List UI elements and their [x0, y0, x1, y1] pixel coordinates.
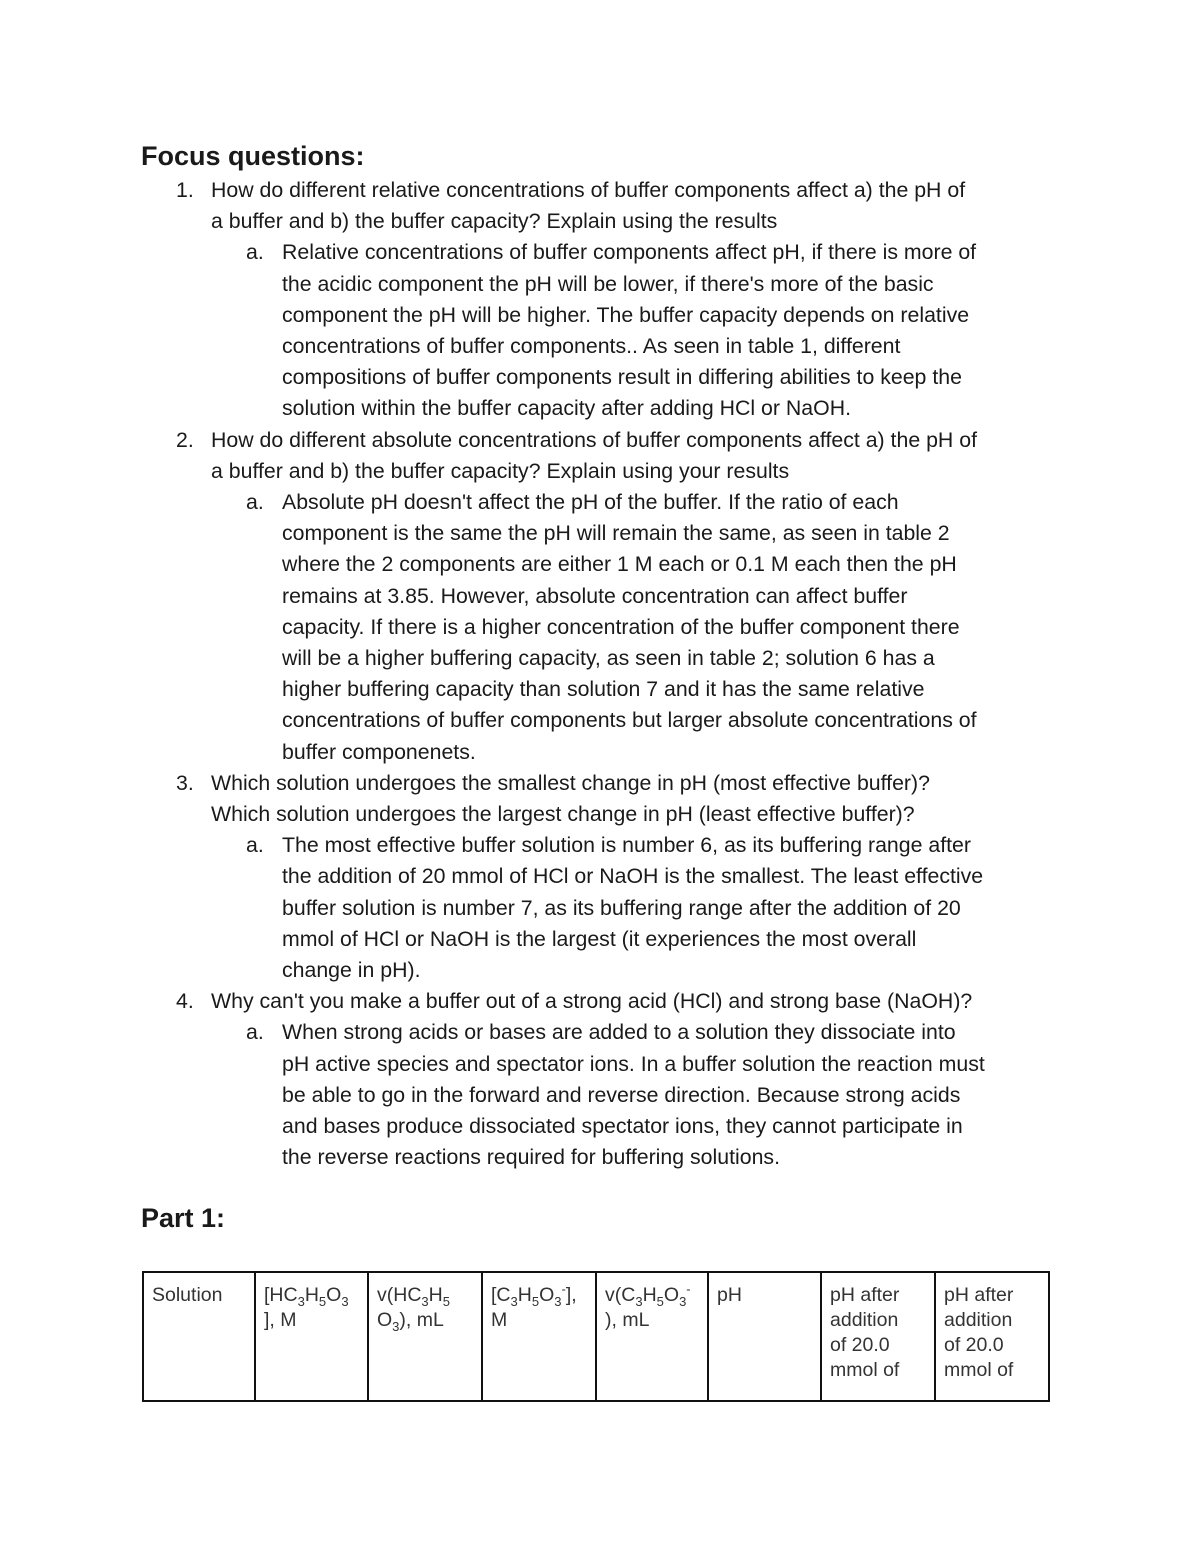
question-line: How do different relative concentrations of buffer components affect a) the pH of	[211, 178, 966, 202]
answer-line: buffer componenets.	[282, 739, 476, 764]
question-number: 4.	[176, 989, 194, 1014]
answer-line: mmol of HCl or NaOH is the largest (it experiences the most overall	[282, 926, 917, 951]
answer-line: The most effective buffer solution is number 6, as its buffering range after	[282, 833, 971, 858]
answer-line: concentrations of buffer components.. As seen in table 1, different	[282, 334, 901, 359]
table-header-row	[143, 1272, 1049, 1401]
answer-line: Relative concentrations of buffer components affect pH, if there is more of	[282, 240, 977, 265]
header-solution: Solution	[143, 1272, 255, 1401]
answer-line: higher buffering capacity than solution 7 and it has the same relative	[282, 677, 925, 702]
answer-line: the acidic component the pH will be lower, if there's more of the basic	[282, 271, 934, 296]
question-line: Why can't you make a buffer out of a strong acid (HCl) and strong base (NaOH)?	[211, 989, 973, 1014]
answer-line: remains at 3.85. However, absolute concentration can affect buffer	[282, 583, 908, 608]
answer-letter: a.	[246, 240, 264, 265]
part-1-heading: Part 1:	[141, 1203, 226, 1233]
answer-line: capacity. If there is a higher concentration of the buffer component there	[282, 614, 960, 639]
focus-questions-list	[141, 175, 1071, 1174]
answer-line: the addition of 20 mmol of HCl or NaOH is the smallest. The least effective	[282, 864, 984, 889]
header-ph-after-hcl: pH after addition of 20.0 mmol of	[821, 1272, 935, 1401]
answer-letter: a.	[246, 833, 264, 858]
question-1	[141, 175, 1071, 237]
header-acid-volume: $v(HC_3H_5$ $O_3$), mL	[368, 1272, 482, 1401]
question-line: Which solution undergoes the smallest change in pH (most effective buffer)?	[211, 770, 930, 795]
answer-line: When strong acids or bases are added to a solution they dissociate into	[282, 1020, 956, 1045]
answer-line: compositions of buffer components result in differing abilities to keep the	[282, 365, 962, 390]
header-acid-concentration: [$HC_3H_5O_3$ ], M	[255, 1272, 368, 1401]
answer-2	[141, 487, 1071, 768]
answer-line: be able to go in the forward and reverse direction. Because strong acids	[282, 1082, 961, 1107]
answer-line: buffer solution is number 7, as its buffering range after the addition of 20	[282, 895, 961, 920]
question-4	[141, 986, 1071, 1017]
question-line: a buffer and b) the buffer capacity? Explain using the results	[211, 209, 778, 234]
answer-line: concentrations of buffer components but larger absolute concentrations of	[282, 708, 977, 733]
question-number: 2.	[176, 427, 194, 452]
answer-line: and bases produce dissociated spectator ions, they cannot participate in	[282, 1114, 963, 1139]
header-base-concentration: $[C_3H_5O_3^-]$, M	[482, 1272, 596, 1401]
answer-letter: a.	[246, 1020, 264, 1045]
answer-line: where the 2 components are either 1 M each or 0.1 M each then the pH	[282, 552, 957, 577]
answer-line: the reverse reactions required for buffering solutions.	[282, 1145, 780, 1170]
question-number: 1.	[176, 178, 194, 202]
focus-questions-heading: Focus questions:	[141, 141, 365, 171]
answer-line: component the pH will be higher. The buffer capacity depends on relative	[282, 302, 970, 327]
answer-line: pH active species and spectator ions. In a buffer solution the reaction must	[282, 1051, 985, 1076]
answer-line: will be a higher buffering capacity, as seen in table 2; solution 6 has a	[282, 646, 935, 671]
answer-letter: a.	[246, 490, 264, 515]
question-number: 3.	[176, 770, 194, 795]
answer-line: solution within the buffer capacity after adding HCl or NaOH.	[282, 396, 851, 421]
question-line: Which solution undergoes the largest change in pH (least effective buffer)?	[211, 802, 915, 827]
answer-3	[141, 830, 1071, 986]
question-2	[141, 425, 1071, 487]
header-ph: pH	[708, 1272, 821, 1401]
header-base-volume: $v(C_3H_5O_3^-$ ), mL	[596, 1272, 708, 1401]
answer-1	[141, 237, 1071, 424]
header-ph-after-naoh: pH after addition of 20.0 mmol of	[935, 1272, 1049, 1401]
part-1-table	[142, 1271, 1050, 1402]
answer-line: change in pH).	[282, 958, 421, 983]
question-3	[141, 768, 1071, 830]
answer-line: component is the same the pH will remain the same, as seen in table 2	[282, 521, 950, 546]
answer-line: Absolute pH doesn't affect the pH of the buffer. If the ratio of each	[282, 490, 899, 515]
question-line: a buffer and b) the buffer capacity? Explain using your results	[211, 458, 790, 483]
answer-4	[141, 1017, 1071, 1173]
question-line: How do different absolute concentrations of buffer components affect a) the pH of	[211, 427, 977, 452]
